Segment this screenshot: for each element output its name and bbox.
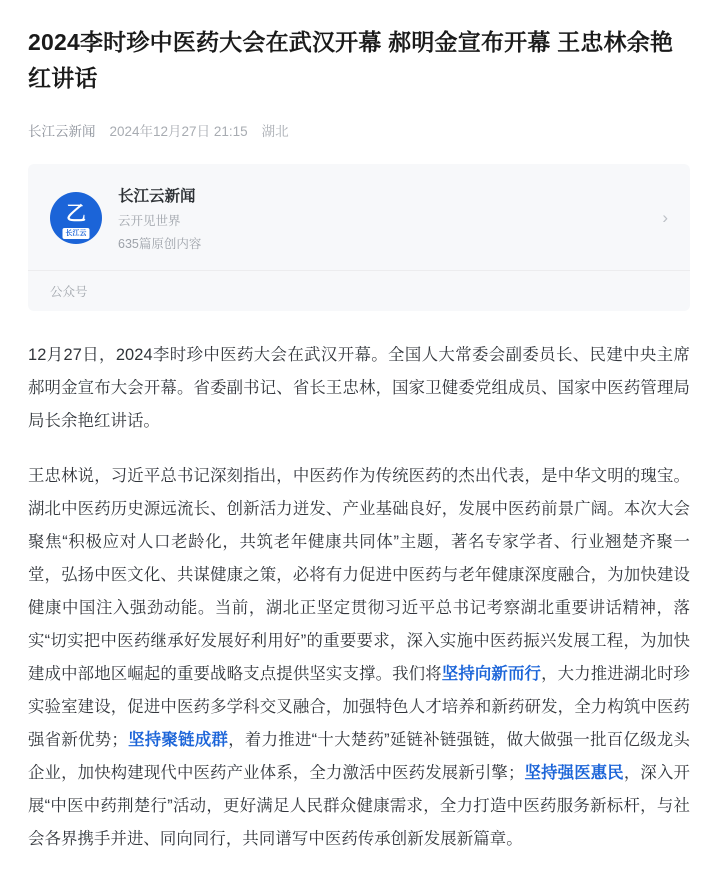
meta-date: 2024年12月27日 21:15	[109, 124, 248, 139]
article-body	[28, 339, 690, 856]
article-meta	[28, 120, 690, 140]
account-card-main[interactable]	[28, 164, 690, 270]
account-text	[118, 184, 201, 252]
chevron-right-icon[interactable]: ›	[662, 208, 668, 227]
account-card[interactable]	[28, 164, 690, 311]
highlight-phrase-3: 坚持强医惠民	[524, 764, 624, 782]
account-name: 长江云新闻	[118, 188, 196, 205]
highlight-phrase-1: 坚持向新而行	[441, 665, 542, 683]
article-paragraph-2	[28, 460, 690, 856]
meta-source[interactable]: 长江云新闻	[28, 124, 96, 139]
account-original-count: 635篇原创内容	[118, 237, 202, 251]
account-type-label: 公众号	[28, 270, 690, 311]
article-paragraph-1: 12月27日，2024李时珍中医药大会在武汉开幕。全国人大常委会副委员长、民建中央主席郝明金宣布大会开幕。省委副书记、省长王忠林，国家卫健委党组成员、国家中医药管理局局长余艳红讲话。	[28, 346, 690, 430]
meta-region: 湖北	[261, 124, 289, 139]
avatar-badge-label: 长江云	[63, 228, 90, 239]
paragraph-2-text-1: 王忠林说，习近平总书记深刻指出，中医药作为传统医药的杰出代表，是中华文明的瑰宝。湖北中医药历史源远流长、创新活力迸发、产业基础良好，发展中医药前景广阔。本次大会聚焦“积极应对人口老龄化，共筑老年健康共同体”主题，著名专家学者、行业翘楚齐聚一堂，弘扬中医文化、共谋健康之策，必将有力促进中医药与老年健康深度融合，为加快建设健康中国注入强劲动能。当前，湖北正坚定贯彻习近平总书记考察湖北重要讲话精神，落实“切实把中医药继承好发展好利用好”的重要要求，深入实施中医药振兴发展工程，为加快建成中部地区崛起的重要战略支点提供坚实支撑。我们将	[28, 467, 690, 683]
avatar-letter: 乙	[66, 202, 86, 225]
account-slogan: 云开见世界	[118, 214, 181, 228]
highlight-phrase-2: 坚持聚链成群	[127, 731, 229, 749]
paragraph-2-text-3: ，着力推进“十大楚药”延链补链强链，做大做强一批百亿级龙头企业，加快构建现代中医药产业体系，全力激活中医药发展新引擎；	[28, 731, 690, 782]
changjiangyun-logo-icon	[50, 192, 102, 244]
page-title: 2024李时珍中医药大会在武汉开幕 郝明金宣布开幕 王忠林余艳红讲话	[28, 29, 674, 91]
paragraph-2-text-2: ，大力推进湖北时珍实验室建设，促进中医药多学科交叉融合，加强特色人才培养和新药研发，全力构筑中医药强省新优势；	[28, 665, 690, 749]
paragraph-2-text-4: ，深入开展“中医中药荆楚行”活动，更好满足人民群众健康需求，全力打造中医药服务新标杆，与社会各界携手并进、同向同行，共同谱写中医药传承创新发展新篇章。	[28, 764, 691, 848]
